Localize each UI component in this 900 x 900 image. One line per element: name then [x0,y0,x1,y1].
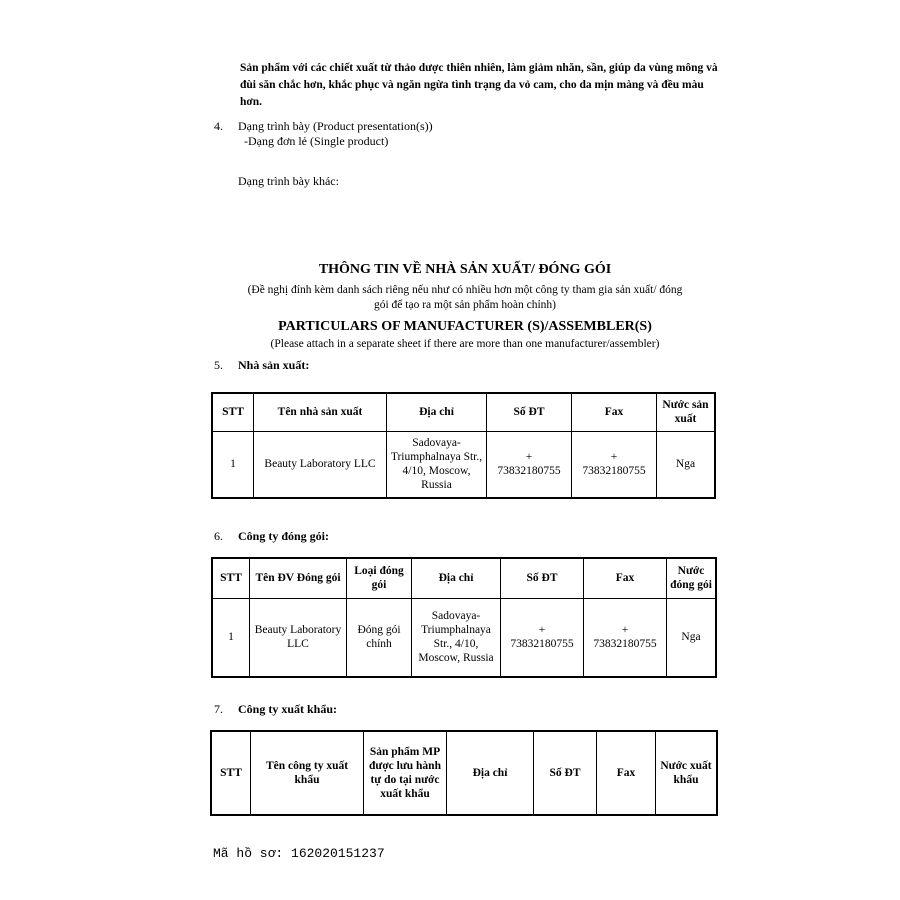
col-header: STT [212,393,254,431]
col-header: Fax [572,393,657,431]
assembler-table [211,557,717,678]
cell-name: Beauty Laboratory LLC [250,598,347,677]
cell-type: Đóng gói chính [347,598,412,677]
col-header: Địa chỉ [447,731,534,815]
manufacturer-table [211,392,716,499]
cell-country: Nga [667,598,717,677]
col-header: Nước sản xuất [657,393,716,431]
col-header: Tên công ty xuất khẩu [251,731,364,815]
exporter-table [210,730,718,816]
cell-fax [584,598,667,677]
item4-number: 4. [214,119,223,133]
col-header: Fax [584,558,667,598]
item6-label: Công ty đóng gói: [238,529,330,543]
section-title-en: PARTICULARS OF MANUFACTURER (S)/ASSEMBLER(S) [278,319,652,334]
cell-phone [487,431,572,498]
col-header: Tên ĐV Đóng gói [250,558,347,598]
item7-number: 7. [214,702,223,716]
cell-address: Sadovaya-Triumphalnaya Str., 4/10, Moscow, Russia [387,431,487,498]
table-header-row [212,393,715,431]
cell-phone [501,598,584,677]
col-header: Số ĐT [534,731,597,815]
phone-plus: + [525,451,533,464]
col-header: Số ĐT [501,558,584,598]
fax-plus: + [621,624,629,637]
section-note-vi-2: gói để tạo ra một sản phẩm hoàn chỉnh) [373,299,557,311]
col-header: Sản phẩm MP được lưu hành tự do tại nước xuất khẩu [364,731,447,815]
col-header: Địa chỉ [387,393,487,431]
col-header: Tên nhà sản xuất [254,393,387,431]
item4-title: Dạng trình bày (Product presentation(s)) [238,119,433,133]
cell-name: Beauty Laboratory LLC [254,431,387,498]
fax-number: 73832180755 [593,638,657,651]
cell-stt: 1 [212,598,250,677]
cell-stt: 1 [212,431,254,498]
fax-number: 73832180755 [582,465,646,478]
cell-address: Sadovaya-Triumphalnaya Str., 4/10, Moscow, Russia [412,598,501,677]
section-title-vi: THÔNG TIN VỀ NHÀ SẢN XUẤT/ ĐÓNG GÓI [318,262,612,277]
table-header-row [212,558,716,598]
item6-number: 6. [214,529,223,543]
col-header: Loại đóng gói [347,558,412,598]
col-header: Nước xuất khẩu [656,731,718,815]
fax-plus: + [610,451,618,464]
item7-label: Công ty xuất khẩu: [238,702,338,716]
col-header: STT [212,558,250,598]
phone-number: 73832180755 [510,638,574,651]
phone-plus: + [538,624,546,637]
cell-country: Nga [657,431,716,498]
file-code: Mã hồ sơ: 162020151237 [213,846,385,861]
item5-label: Nhà sản xuất: [238,358,310,372]
table-row [212,431,715,498]
product-description: Sản phẩm với các chiết xuất từ thảo dược thiên nhiên, làm giảm nhăn, sần, giúp da vùng mông và đùi săn chắc hơn, khắc phục và ngăn ngừa tình trạng da vỏ cam, cho da mịn màng và đều màu hơn. [240,62,718,108]
item4-single: -Dạng đơn lẻ (Single product) [244,134,389,148]
item4-other: Dạng trình bày khác: [238,174,339,188]
col-header: Nước đóng gói [667,558,717,598]
col-header: Địa chỉ [412,558,501,598]
col-header: Fax [597,731,656,815]
phone-number: 73832180755 [497,465,561,478]
table-row [212,598,716,677]
col-header: STT [211,731,251,815]
item5-number: 5. [214,358,223,372]
cell-fax [572,431,657,498]
col-header: Số ĐT [487,393,572,431]
table-header-row [211,731,717,815]
section-note-vi-1: (Đề nghị đính kèm danh sách riêng nếu như có nhiều hơn một công ty tham gia sản xuất/ đóng [247,284,683,296]
section-note-en: (Please attach in a separate sheet if there are more than one manufacturer/assembler) [270,338,660,350]
